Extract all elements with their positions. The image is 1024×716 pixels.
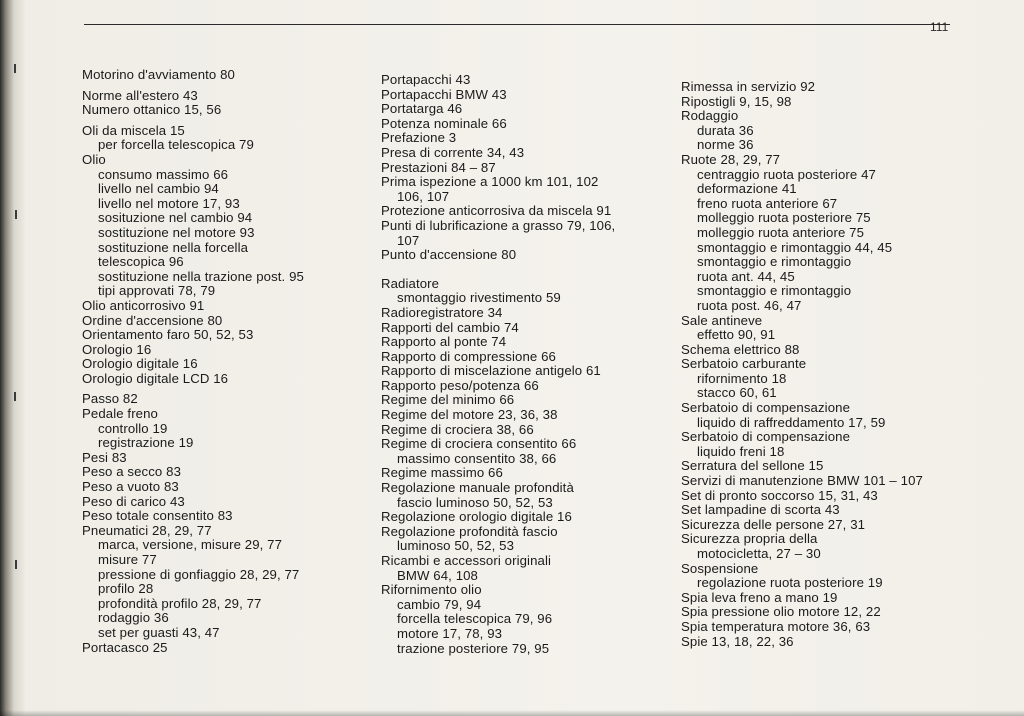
index-entry: Rapporto di compressione 66 xyxy=(381,348,556,364)
index-entry: Sicurezza propria della xyxy=(681,531,818,547)
index-entry: Rapporto di miscelazione antigelo 61 xyxy=(381,363,601,379)
index-entry: Orientamento faro 50, 52, 53 xyxy=(82,327,254,343)
index-entry: Orologio digitale 16 xyxy=(82,356,198,372)
binding-mark xyxy=(15,560,17,569)
index-column-2 xyxy=(381,73,615,656)
index-entry: Passo 82 xyxy=(82,391,138,407)
index-subentry: luminoso 50, 52, 53 xyxy=(397,538,515,554)
index-entry: Regolazione manuale profondità xyxy=(381,480,574,496)
index-column-1 xyxy=(82,68,304,655)
index-entry: Prima ispezione a 1000 km 101, 102 xyxy=(381,174,599,190)
index-subentry: motocicletta, 27 – 30 xyxy=(697,546,821,561)
index-entry: Prestazioni 84 – 87 xyxy=(381,159,496,175)
index-entry: Rapporti del cambio 74 xyxy=(381,319,519,335)
index-subentry: ruota ant. 44, 45 xyxy=(697,268,795,284)
binding-mark xyxy=(14,64,16,73)
index-entry: Peso a vuoto 83 xyxy=(82,479,179,495)
index-entry: Presa di corrente 34, 43 xyxy=(381,144,525,160)
index-entry: Punti di lubrificazione a grasso 79, 106, xyxy=(381,217,616,233)
index-entry: Orologio 16 xyxy=(82,341,152,357)
index-entry: Spia temperatura motore 36, 63 xyxy=(681,618,871,634)
index-entry: Regime di crociera consentito 66 xyxy=(381,436,577,452)
index-subentry: registrazione 19 xyxy=(98,435,194,451)
index-subentry: sostituzione nel motore 93 xyxy=(98,224,255,240)
index-subentry: 106, 107 xyxy=(397,188,450,204)
index-subentry: smontaggio e rimontaggio 44, 45 xyxy=(697,239,893,255)
index-entry: Ricambi e accessori originali xyxy=(381,553,552,568)
index-entry: Ripostigli 9, 15, 98 xyxy=(681,93,792,109)
index-subentry: per forcella telescopica 79 xyxy=(98,137,254,153)
index-entry: Rodaggio xyxy=(681,108,739,124)
index-entry: Serbatoio di compensazione xyxy=(681,400,851,416)
index-entry: Pneumatici 28, 29, 77 xyxy=(82,522,212,538)
index-subentry: smontaggio rivestimento 59 xyxy=(397,290,561,306)
index-subentry: trazione posteriore 79, 95 xyxy=(397,640,550,656)
index-subentry: sosituzione nel cambio 94 xyxy=(98,210,253,226)
header-rule xyxy=(84,24,950,25)
index-entry: Serratura del sellone 15 xyxy=(681,458,824,474)
index-entry: Regime massimo 66 xyxy=(381,465,503,481)
index-subentry: sostituzione nella trazione post. 95 xyxy=(98,268,304,284)
index-entry: Servizi di manutenzione BMW 101 – 107 xyxy=(681,473,923,489)
index-subentry: telescopica 96 xyxy=(98,254,184,270)
index-subentry: cambio 79, 94 xyxy=(397,596,482,612)
index-subentry: forcella telescopica 79, 96 xyxy=(397,611,553,627)
page-bottom-shadow xyxy=(0,710,1024,716)
index-entry: Rimessa in servizio 92 xyxy=(681,79,816,94)
index-entry: Motorino d'avviamento 80 xyxy=(82,67,235,82)
index-subentry: misure 77 xyxy=(98,552,157,567)
index-subentry: deformazione 41 xyxy=(697,181,797,197)
index-entry: Rifornimento olio xyxy=(381,582,482,598)
index-entry: Regime del motore 23, 36, 38 xyxy=(381,407,558,423)
index-entry: Schema elettrico 88 xyxy=(681,341,800,357)
index-subentry: profondità profilo 28, 29, 77 xyxy=(98,595,262,611)
index-entry: Regime di crociera 38, 66 xyxy=(381,421,534,437)
index-entry: Regolazione profondità fascio xyxy=(381,523,558,539)
index-subentry: massimo consentito 38, 66 xyxy=(397,450,557,466)
index-subentry: BMW 64, 108 xyxy=(397,567,478,583)
index-entry: Protezione anticorrosiva da miscela 91 xyxy=(381,203,612,219)
index-subentry: smontaggio e rimontaggio xyxy=(697,254,852,270)
index-subentry: motore 17, 78, 93 xyxy=(397,625,503,641)
index-subentry: rifornimento 18 xyxy=(697,370,787,386)
index-entry: Set di pronto soccorso 15, 31, 43 xyxy=(681,487,878,503)
index-entry: Serbatoio carburante xyxy=(681,356,807,372)
index-subentry: regolazione ruota posteriore 19 xyxy=(697,575,883,591)
index-entry: Serbatoio di compensazione xyxy=(681,429,851,445)
index-entry: Peso totale consentito 83 xyxy=(82,508,233,524)
index-entry: Peso a secco 83 xyxy=(82,464,182,480)
index-subentry: livello nel cambio 94 xyxy=(98,181,219,197)
index-entry: Punto d'accensione 80 xyxy=(381,247,517,263)
index-subentry: norme 36 xyxy=(697,137,754,153)
page-number: 111 xyxy=(930,20,949,34)
index-entry: Portapacchi BMW 43 xyxy=(381,86,507,102)
index-subentry: marca, versione, misure 29, 77 xyxy=(98,537,283,553)
index-entry: Radiatore xyxy=(381,275,440,291)
index-entry: Radioregistratore 34 xyxy=(381,304,503,320)
index-subentry: profilo 28 xyxy=(98,581,154,597)
index-entry: Oli da miscela 15 xyxy=(82,122,185,138)
index-subentry: molleggio ruota posteriore 75 xyxy=(697,210,871,226)
index-entry: Ordine d'accensione 80 xyxy=(82,312,223,328)
index-subentry: effetto 90, 91 xyxy=(697,327,776,343)
index-subentry: smontaggio e rimontaggio xyxy=(697,283,852,299)
index-subentry: liquido di raffreddamento 17, 59 xyxy=(697,414,886,430)
index-entry: Sicurezza delle persone 27, 31 xyxy=(681,516,866,532)
index-entry: Regime del minimo 66 xyxy=(381,392,515,408)
index-entry: Set lampadine di scorta 43 xyxy=(681,502,840,518)
index-subentry: durata 36 xyxy=(697,122,754,138)
index-entry: Olio xyxy=(82,151,106,167)
index-subentry: centraggio ruota posteriore 47 xyxy=(697,166,876,182)
index-column-3 xyxy=(681,80,923,649)
index-subentry: freno ruota anteriore 67 xyxy=(697,195,838,211)
index-subentry: controllo 19 xyxy=(98,420,168,436)
index-entry: Portatarga 46 xyxy=(381,101,463,117)
index-entry: Peso di carico 43 xyxy=(82,493,185,509)
index-subentry: sostituzione nella forcella xyxy=(98,239,249,255)
index-entry: Pedale freno xyxy=(82,406,158,422)
index-entry: Rapporto al ponte 74 xyxy=(381,334,507,350)
index-subentry: set per guasti 43, 47 xyxy=(98,624,220,640)
binding-mark xyxy=(14,392,16,401)
index-entry: Potenza nominale 66 xyxy=(381,115,507,131)
index-subentry: ruota post. 46, 47 xyxy=(697,297,802,313)
index-entry: Rapporto peso/potenza 66 xyxy=(381,377,539,393)
index-entry: Portapacchi 43 xyxy=(381,72,471,87)
index-entry: Sospensione xyxy=(681,560,759,576)
index-entry: Pesi 83 xyxy=(82,449,127,465)
index-subentry: rodaggio 36 xyxy=(98,610,169,626)
index-subentry: molleggio ruota anteriore 75 xyxy=(697,224,865,240)
index-entry: Orologio digitale LCD 16 xyxy=(82,370,229,386)
index-entry: Numero ottanico 15, 56 xyxy=(82,102,222,118)
index-entry: Portacasco 25 xyxy=(82,639,168,655)
index-entry: Olio anticorrosivo 91 xyxy=(82,297,205,313)
index-subentry: livello nel motore 17, 93 xyxy=(98,195,240,211)
index-entry: Sale antineve xyxy=(681,312,763,328)
index-entry: Spia pressione olio motore 12, 22 xyxy=(681,604,881,620)
index-entry: Regolazione orologio digitale 16 xyxy=(381,509,572,525)
index-entry: Spie 13, 18, 22, 36 xyxy=(681,633,794,649)
index-subentry: liquido freni 18 xyxy=(697,443,785,459)
index-subentry: fascio luminoso 50, 52, 53 xyxy=(397,494,553,510)
index-subentry: pressione di gonfiaggio 28, 29, 77 xyxy=(98,566,300,582)
binding-mark xyxy=(15,210,17,219)
index-subentry: 107 xyxy=(397,232,420,248)
index-subentry: stacco 60, 61 xyxy=(697,385,777,401)
index-entry: Norme all'estero 43 xyxy=(82,87,198,103)
index-subentry: tipi approvati 78, 79 xyxy=(98,283,216,299)
index-entry: Ruote 28, 29, 77 xyxy=(681,151,781,167)
index-entry: Prefazione 3 xyxy=(381,130,457,146)
index-subentry: consumo massimo 66 xyxy=(98,166,229,182)
index-entry: Spia leva freno a mano 19 xyxy=(681,589,838,605)
